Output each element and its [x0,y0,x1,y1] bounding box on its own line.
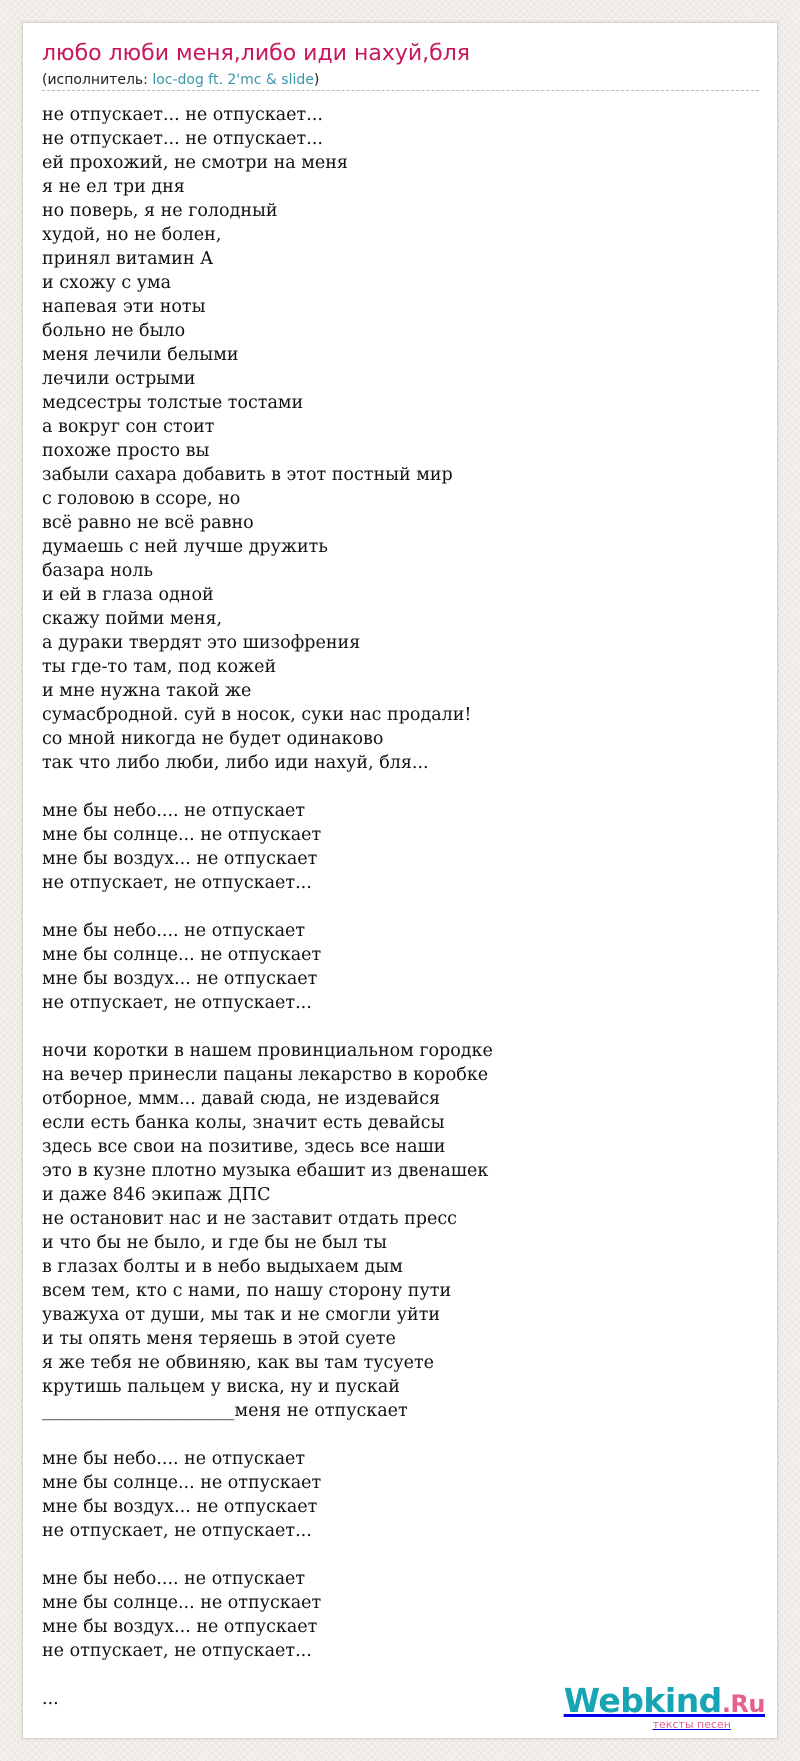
lyric-line: со мной никогда не будет одинаково [42,729,384,749]
lyric-line: и ты опять меня теряешь в этой суете [42,1329,396,1349]
lyric-line: и мне нужна такой же [42,681,252,701]
lyric-line: мне бы солнце... не отпускает [42,1473,322,1493]
artist-line [42,71,319,89]
lyric-line: отборное, ммм... давай сюда, не издевайся [42,1089,441,1109]
lyric-line: ... [42,1689,59,1709]
lyric-line: принял витамин А [42,249,214,269]
lyric-line: базара ноль [42,561,153,581]
lyric-line: всем тем, кто с нами, по нашу сторону пути [42,1281,452,1301]
lyric-line: медсестры толстые тостами [42,393,304,413]
artist-suffix: ) [313,72,320,88]
lyric-line: мне бы небо.... не отпускает [42,801,306,821]
lyric-line: лечили острыми [42,369,196,389]
lyric-line: не остановит нас и не заставит отдать пресс [42,1209,457,1229]
lyric-line: так что либо люби, либо иди нахуй, бля... [42,753,429,773]
lyric-line: забыли сахара добавить в этот постный мир [42,465,453,485]
lyric-line: и что бы не было, и где бы не был ты [42,1233,387,1253]
lyric-line: крутишь пальцем у виска, ну и пускай [42,1377,400,1397]
lyric-line: мне бы солнце... не отпускает [42,945,322,965]
lyric-line: на вечер принесли пацаны лекарство в коробке [42,1065,489,1085]
lyric-line: мне бы воздух... не отпускает [42,1617,318,1637]
lyric-line: с головою в ссоре, но [42,489,241,509]
lyric-line: мне бы воздух... не отпускает [42,969,318,989]
lyric-line: не отпускает... не отпускает... [42,129,323,149]
lyric-line: не отпускает, не отпускает... [42,1641,312,1661]
lyric-line: мне бы воздух... не отпускает [42,849,318,869]
lyric-line: но поверь, я не голодный [42,201,278,221]
artist-link[interactable]: loc-dog ft. 2'mc & slide [152,72,314,88]
lyric-line: и даже 846 экипаж ДПС [42,1185,271,1205]
lyric-line: напевая эти ноты [42,297,206,317]
lyric-line: в глазах болты и в небо выдыхаем дым [42,1257,403,1277]
lyric-line: это в кузне плотно музыка ебашит из двенашек [42,1161,489,1181]
lyrics-card [22,22,778,1739]
artist-prefix: (исполнитель: [42,72,153,88]
lyric-line: ты где-то там, под кожей [42,657,277,677]
lyric-line: сумасбродной. суй в носок, суки нас продали! [42,705,472,725]
lyric-line: ночи коротки в нашем провинциальном городке [42,1041,493,1061]
lyric-line: худой, но не болен, [42,225,222,245]
lyric-line: всё равно не всё равно [42,513,254,533]
lyrics-text [42,103,757,1711]
lyric-line: и схожу с ума [42,273,172,293]
lyric-line: мне бы солнце... не отпускает [42,1593,322,1613]
lyric-line: мне бы солнце... не отпускает [42,825,322,845]
logo-tagline: тексты песен [652,1718,731,1731]
lyric-line: я же тебя не обвиняю, как вы там тусуете [42,1353,435,1373]
lyric-line: если есть банка колы, значит есть девайсы [42,1113,445,1133]
lyric-line: мне бы небо.... не отпускает [42,1449,306,1469]
site-logo[interactable] [563,1681,765,1731]
lyric-line: меня лечили белыми [42,345,239,365]
lyric-line: я не ел три дня [42,177,185,197]
title-divider [42,90,759,91]
lyric-line: а дураки твердят это шизофрения [42,633,361,653]
lyric-line: и ей в глаза одной [42,585,214,605]
lyric-line: больно не было [42,321,186,341]
lyric-line: ей прохожий, не смотри на меня [42,153,348,173]
logo-wordmark [563,1681,765,1721]
lyric-line: не отпускает, не отпускает... [42,1521,312,1541]
lyric-line: не отпускает... не отпускает... [42,105,323,125]
lyric-line: ______________________меня не отпускает [42,1401,408,1421]
lyric-line: не отпускает, не отпускает... [42,993,312,1013]
lyric-line: здесь все свои на позитиве, здесь все наши [42,1137,446,1157]
lyric-line: думаешь с ней лучше дружить [42,537,328,557]
lyric-line: мне бы небо.... не отпускает [42,921,306,941]
lyric-line: мне бы воздух... не отпускает [42,1497,318,1517]
lyric-line: уважуха от души, мы так и не смогли уйти [42,1305,441,1325]
lyric-line: скажу пойми меня, [42,609,223,629]
logo-brand: Webkind [563,1681,722,1720]
lyric-line: а вокруг сон стоит [42,417,215,437]
logo-tld: .Ru [721,1690,765,1718]
lyric-line: похоже просто вы [42,441,210,461]
lyric-line: не отпускает, не отпускает... [42,873,312,893]
lyric-line: мне бы небо.... не отпускает [42,1569,306,1589]
page-title: любо люби меня,либо иди нахуй,бля [42,41,471,66]
